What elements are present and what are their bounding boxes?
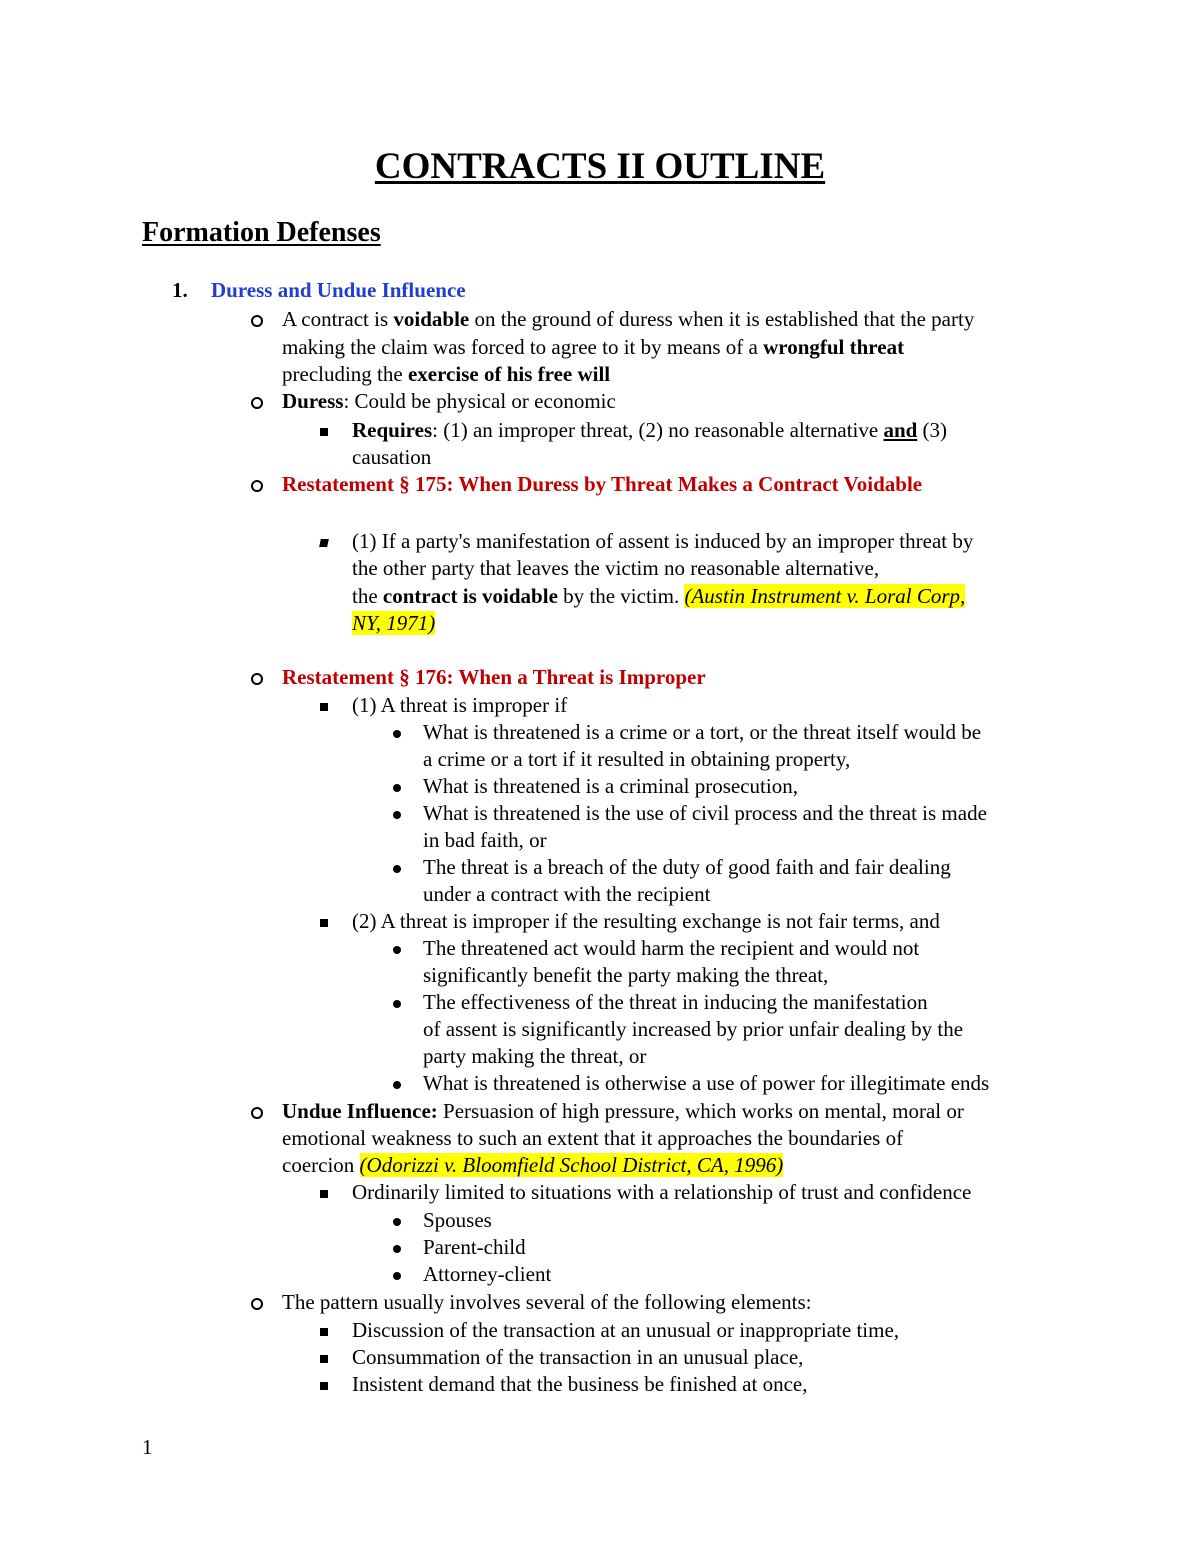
improper-threat-b3: What is threatened is otherwise a use of power for illegitimate ends [423, 1071, 990, 1095]
restatement-175-line4 [352, 610, 435, 637]
round-bullet-icon [393, 946, 401, 954]
restatement-175-heading: Restatement § 175: When Duress by Threat Makes a Contract Voidable [282, 472, 923, 496]
round-bullet-icon [393, 1000, 401, 1008]
round-bullet-icon [393, 1081, 401, 1089]
round-bullet-icon [393, 1218, 401, 1226]
improper-threat-a3-line2: in bad faith, or [423, 828, 547, 852]
undue-influence-relationship: Ordinarily limited to situations with a relationship of trust and confidence [352, 1180, 972, 1204]
duress-requirements-line2: causation [352, 445, 432, 469]
improper-threat-b2-line1: The effectiveness of the threat in inducing the manifestation [423, 990, 928, 1014]
restatement-176-heading: Restatement § 176: When a Threat is Improper [282, 665, 706, 689]
square-bullet-icon [320, 1328, 328, 1336]
round-bullet-icon [393, 811, 401, 819]
circle-bullet-icon [251, 1298, 263, 1310]
duress-definition-line1: A contract is voidable on the ground of duress when it is established that the party [282, 307, 975, 331]
improper-threat-a1-line2: a crime or a tort if it resulted in obtaining property, [423, 747, 851, 771]
case-citation: (Odorizzi v. Bloomfield School District, CA, 1996) [359, 1153, 784, 1177]
relationship-item: Parent-child [423, 1235, 526, 1259]
relationship-item: Attorney-client [423, 1262, 552, 1286]
circle-bullet-icon [251, 480, 263, 492]
restatement-175-line2: the other party that leaves the victim no reasonable alternative, [352, 556, 880, 580]
round-bullet-icon [393, 1272, 401, 1280]
page-title: CONTRACTS II OUTLINE [374, 146, 826, 187]
square-bullet-icon [319, 539, 329, 547]
restatement-176-p2: (2) A threat is improper if the resulting exchange is not fair terms, and [352, 909, 940, 933]
improper-threat-b2-line3: party making the threat, or [423, 1044, 647, 1068]
pattern-item: Consummation of the transaction in an unusual place, [352, 1345, 804, 1369]
improper-threat-a4-line2: under a contract with the recipient [423, 882, 711, 906]
circle-bullet-icon [251, 1107, 263, 1119]
case-citation: (Austin Instrument v. Loral Corp, [684, 584, 966, 608]
square-bullet-icon [320, 1382, 328, 1390]
page-number: 1 [142, 1435, 153, 1459]
undue-influence-line2: emotional weakness to such an extent that it approaches the boundaries of [282, 1126, 904, 1150]
case-citation: NY, 1971) [352, 611, 436, 635]
square-bullet-icon [320, 428, 328, 436]
improper-threat-b2-line2: of assent is significantly increased by prior unfair dealing by the [423, 1017, 964, 1041]
outline-item-heading: Duress and Undue Influence [211, 278, 466, 302]
round-bullet-icon [393, 865, 401, 873]
duress-requirements-line1: Requires: (1) an improper threat, (2) no reasonable alternative and (3) [352, 418, 948, 442]
improper-threat-a3-line1: What is threatened is the use of civil process and the threat is made [423, 801, 987, 825]
square-bullet-icon [320, 1355, 328, 1363]
duress-definition-line2: making the claim was forced to agree to it by means of a wrongful threat [282, 335, 905, 359]
round-bullet-icon [393, 1245, 401, 1253]
round-bullet-icon [393, 730, 401, 738]
circle-bullet-icon [251, 315, 263, 327]
square-bullet-icon [320, 919, 328, 927]
pattern-item: Insistent demand that the business be finished at once, [352, 1372, 808, 1396]
square-bullet-icon [320, 1190, 328, 1198]
improper-threat-b1-line2: significantly benefit the party making the threat, [423, 963, 829, 987]
improper-threat-b1-line1: The threatened act would harm the recipient and would not [423, 936, 920, 960]
improper-threat-a2: What is threatened is a criminal prosecution, [423, 774, 798, 798]
pattern-intro: The pattern usually involves several of the following elements: [282, 1290, 812, 1314]
restatement-175-line3: the contract is voidable by the victim. (Austin Instrument v. Loral Corp, [352, 584, 966, 608]
undue-influence-line3: coercion (Odorizzi v. Bloomfield School District, CA, 1996) [282, 1153, 784, 1177]
restatement-175-line1: (1) If a party's manifestation of assent is induced by an improper threat by [352, 529, 974, 553]
relationship-item: Spouses [423, 1208, 492, 1232]
duress-definition-line3: precluding the exercise of his free will [282, 362, 611, 386]
duress-types: Duress: Could be physical or economic [282, 389, 616, 413]
round-bullet-icon [393, 784, 401, 792]
improper-threat-a1-line1: What is threatened is a crime or a tort, or the threat itself would be [423, 720, 982, 744]
improper-threat-a4-line1: The threat is a breach of the duty of good faith and fair dealing [423, 855, 951, 879]
pattern-item: Discussion of the transaction at an unusual or inappropriate time, [352, 1318, 900, 1342]
circle-bullet-icon [251, 673, 263, 685]
section-heading: Formation Defenses [142, 217, 381, 248]
circle-bullet-icon [251, 397, 263, 409]
square-bullet-icon [320, 703, 328, 711]
outline-number: 1. [172, 278, 188, 302]
undue-influence-line1: Undue Influence: Persuasion of high pressure, which works on mental, moral or [282, 1099, 964, 1123]
restatement-176-p1: (1) A threat is improper if [352, 693, 568, 717]
